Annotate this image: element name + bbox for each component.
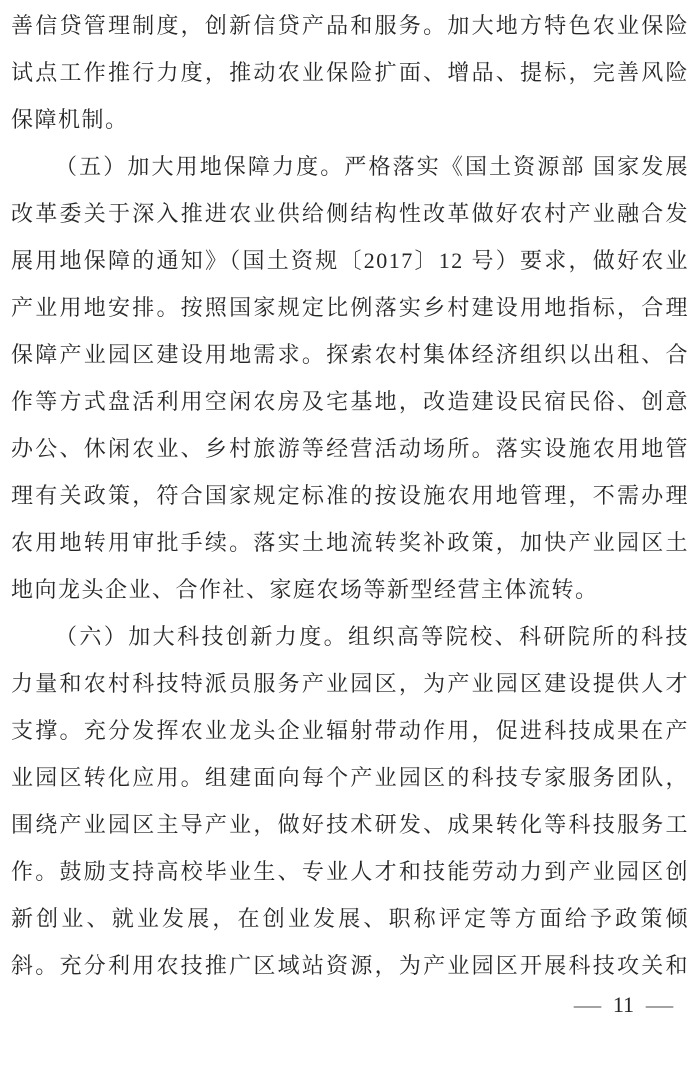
text-line: 善信贷管理制度，创新信贷产品和服务。加大地方特色农业保险 (11, 13, 689, 38)
page-number-dash-left: — (573, 992, 601, 1017)
text-line: 试点工作推行力度，推动农业保险扩面、增品、提标，完善风险 (11, 60, 689, 85)
text-line: 围绕产业园区主导产业，做好技术研发、成果转化等科技服务工 (11, 812, 689, 837)
text-line: 展用地保障的通知》（国土资规〔2017〕12 号）要求，做好农业 (11, 248, 689, 273)
page-number-dash-right: — (645, 992, 674, 1017)
text-line: 改革委关于深入推进农业供给侧结构性改革做好农村产业融合发 (11, 201, 689, 226)
text-line: 作等方式盘活利用空闲农房及宅基地，改造建设民宿民俗、创意 (11, 389, 689, 414)
text-line: 办公、休闲农业、乡村旅游等经营活动场所。落实设施农用地管 (11, 436, 689, 461)
page-number (573, 992, 674, 1018)
text-line: 支撑。充分发挥农业龙头企业辐射带动作用，促进科技成果在产 (11, 718, 689, 743)
text-line: 保障产业园区建设用地需求。探索农村集体经济组织以出租、合 (11, 342, 689, 367)
text-line: （六）加大科技创新力度。组织高等院校、科研院所的科技 (55, 624, 689, 649)
text-line: 力量和农村科技特派员服务产业园区，为产业园区建设提供人才 (11, 671, 689, 696)
page-number-value: 11 (612, 992, 634, 1017)
text-line: 地向龙头企业、合作社、家庭农场等新型经营主体流转。 (11, 577, 599, 602)
text-line: 理有关政策，符合国家规定标准的按设施农用地管理，不需办理 (11, 483, 689, 508)
text-line: 农用地转用审批手续。落实土地流转奖补政策，加快产业园区土 (11, 530, 689, 555)
text-line: 产业用地安排。按照国家规定比例落实乡村建设用地指标，合理 (11, 295, 689, 320)
text-line: 新创业、就业发展，在创业发展、职称评定等方面给予政策倾 (11, 906, 689, 931)
text-line: 斜。充分利用农技推广区域站资源，为产业园区开展科技攻关和 (11, 953, 689, 978)
text-line: （五）加大用地保障力度。严格落实《国土资源部 国家发展 (55, 154, 689, 179)
text-line: 业园区转化应用。组建面向每个产业园区的科技专家服务团队， (11, 765, 689, 790)
text-line: 作。鼓励支持高校毕业生、专业人才和技能劳动力到产业园区创 (11, 859, 689, 884)
text-line: 保障机制。 (11, 107, 129, 132)
